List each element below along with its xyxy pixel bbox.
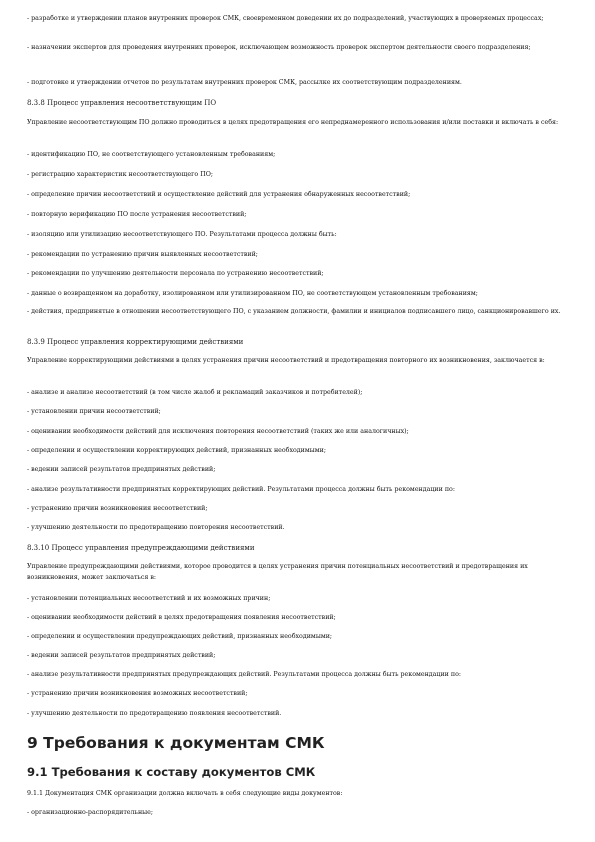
section-heading-8-3-10: 8.3.10 Процесс управления предупреждающими действиями	[27, 544, 255, 552]
section-intro: Управление предупреждающими действиями, которое проводится в целях устранения причин потенциальных несоответствий и предотвращения их возникновения, может заключаться в:	[27, 563, 528, 581]
list-item: - анализе результативности предпринятых предупреждающих действий. Результатами процесса должны быть рекомендации по:	[27, 671, 461, 678]
list-item: - подготовке и утверждении отчетов по результатам внутренних проверок СМК, рассылке их соответствующим подразделениям.	[27, 79, 462, 86]
list-item: - ведении записей результатов предпринятых действий;	[27, 466, 216, 473]
list-item: - определение причин несоответствий и осуществление действий для устранения обнаруженных несоответствий;	[27, 191, 411, 198]
list-item: - разработке и утверждении планов внутренних проверок СМК, своевременном доведении их до подразделений, участвующих в проверяемых процессах;	[27, 15, 544, 22]
list-item: - устранению причин возникновения возможных несоответствий;	[27, 690, 248, 697]
section-heading-9-1: 9.1 Требования к составу документов СМК	[27, 765, 316, 779]
list-item: - данные о возвращенном на доработку, изолированном или утилизированном ПО, не соответствующем установленным требованиям;	[27, 290, 478, 297]
list-item: - рекомендации по улучшению деятельности персонала по устранению несоответствий;	[27, 270, 324, 277]
list-item: - рекомендации по устранению причин выявленных несоответствий;	[27, 251, 258, 258]
list-item: - установлении потенциальных несоответствий и их возможных причин;	[27, 595, 271, 602]
list-item: - определении и осуществлении корректирующих действий, признанных необходимыми;	[27, 447, 326, 454]
list-item: - действия, предпринятые в отношении несоответствующего ПО, с указанием должности, фамилии и инициалов подписавшего лицо, санкционировавшего их.	[27, 308, 561, 315]
list-item: - оценивании необходимости действий в целях предотвращения появления несоответствий;	[27, 614, 336, 621]
list-item: - анализе и анализе несоответствий (в том числе жалоб и рекламаций заказчиков и потребителей);	[27, 389, 363, 396]
list-item: - определении и осуществлении предупреждающих действий, признанных необходимыми;	[27, 633, 333, 640]
section-heading-8-3-8: 8.3.8 Процесс управления несоответствующим ПО	[27, 99, 217, 107]
list-item: - идентификацию ПО, не соответствующего установленным требованиям;	[27, 151, 276, 158]
list-item: - улучшению деятельности по предотвращению повторения несоответствий.	[27, 524, 285, 531]
list-item: - устранению причин возникновения несоответствий;	[27, 505, 208, 512]
section-intro: Управление несоответствующим ПО должно проводиться в целях предотвращения его непреднамеренного использования и/или поставки и включать в себя:	[27, 119, 559, 126]
section-intro: Управление корректирующими действиями в целях устранения причин несоответствий и предотвращения повторного их возникновения, заключается в:	[27, 357, 545, 364]
list-item: - регистрацию характеристик несоответствующего ПО;	[27, 171, 213, 178]
list-item: - установлении причин несоответствий;	[27, 408, 161, 415]
paragraph-9-1-1: 9.1.1 Документация СМК организации должна включать в себя следующие виды документов:	[27, 790, 343, 797]
list-item: - ведении записей результатов предпринятых действий;	[27, 652, 216, 659]
section-heading-8-3-9: 8.3.9 Процесс управления корректирующими действиями	[27, 338, 244, 346]
list-item: - оценивании необходимости действий для исключения повторения несоответствий (таких же или аналогичных);	[27, 428, 409, 435]
list-item: - организационно-распорядительные;	[27, 809, 154, 816]
list-item: - анализе результативности предпринятых корректирующих действий. Результатами процесса должны быть рекомендации по:	[27, 486, 455, 493]
list-item: - назначении экспертов для проведения внутренних проверок, исключающем возможность проверок экспертом деятельности своего подразделения;	[27, 44, 531, 51]
chapter-heading-9: 9 Требования к документам СМК	[27, 734, 325, 752]
list-item: - улучшению деятельности по предотвращению появления несоответствий.	[27, 710, 282, 717]
list-item: - изоляцию или утилизацию несоответствующего ПО. Результатами процесса должны быть:	[27, 231, 337, 238]
list-item: - повторную верификацию ПО после устранения несоответствий;	[27, 211, 247, 218]
